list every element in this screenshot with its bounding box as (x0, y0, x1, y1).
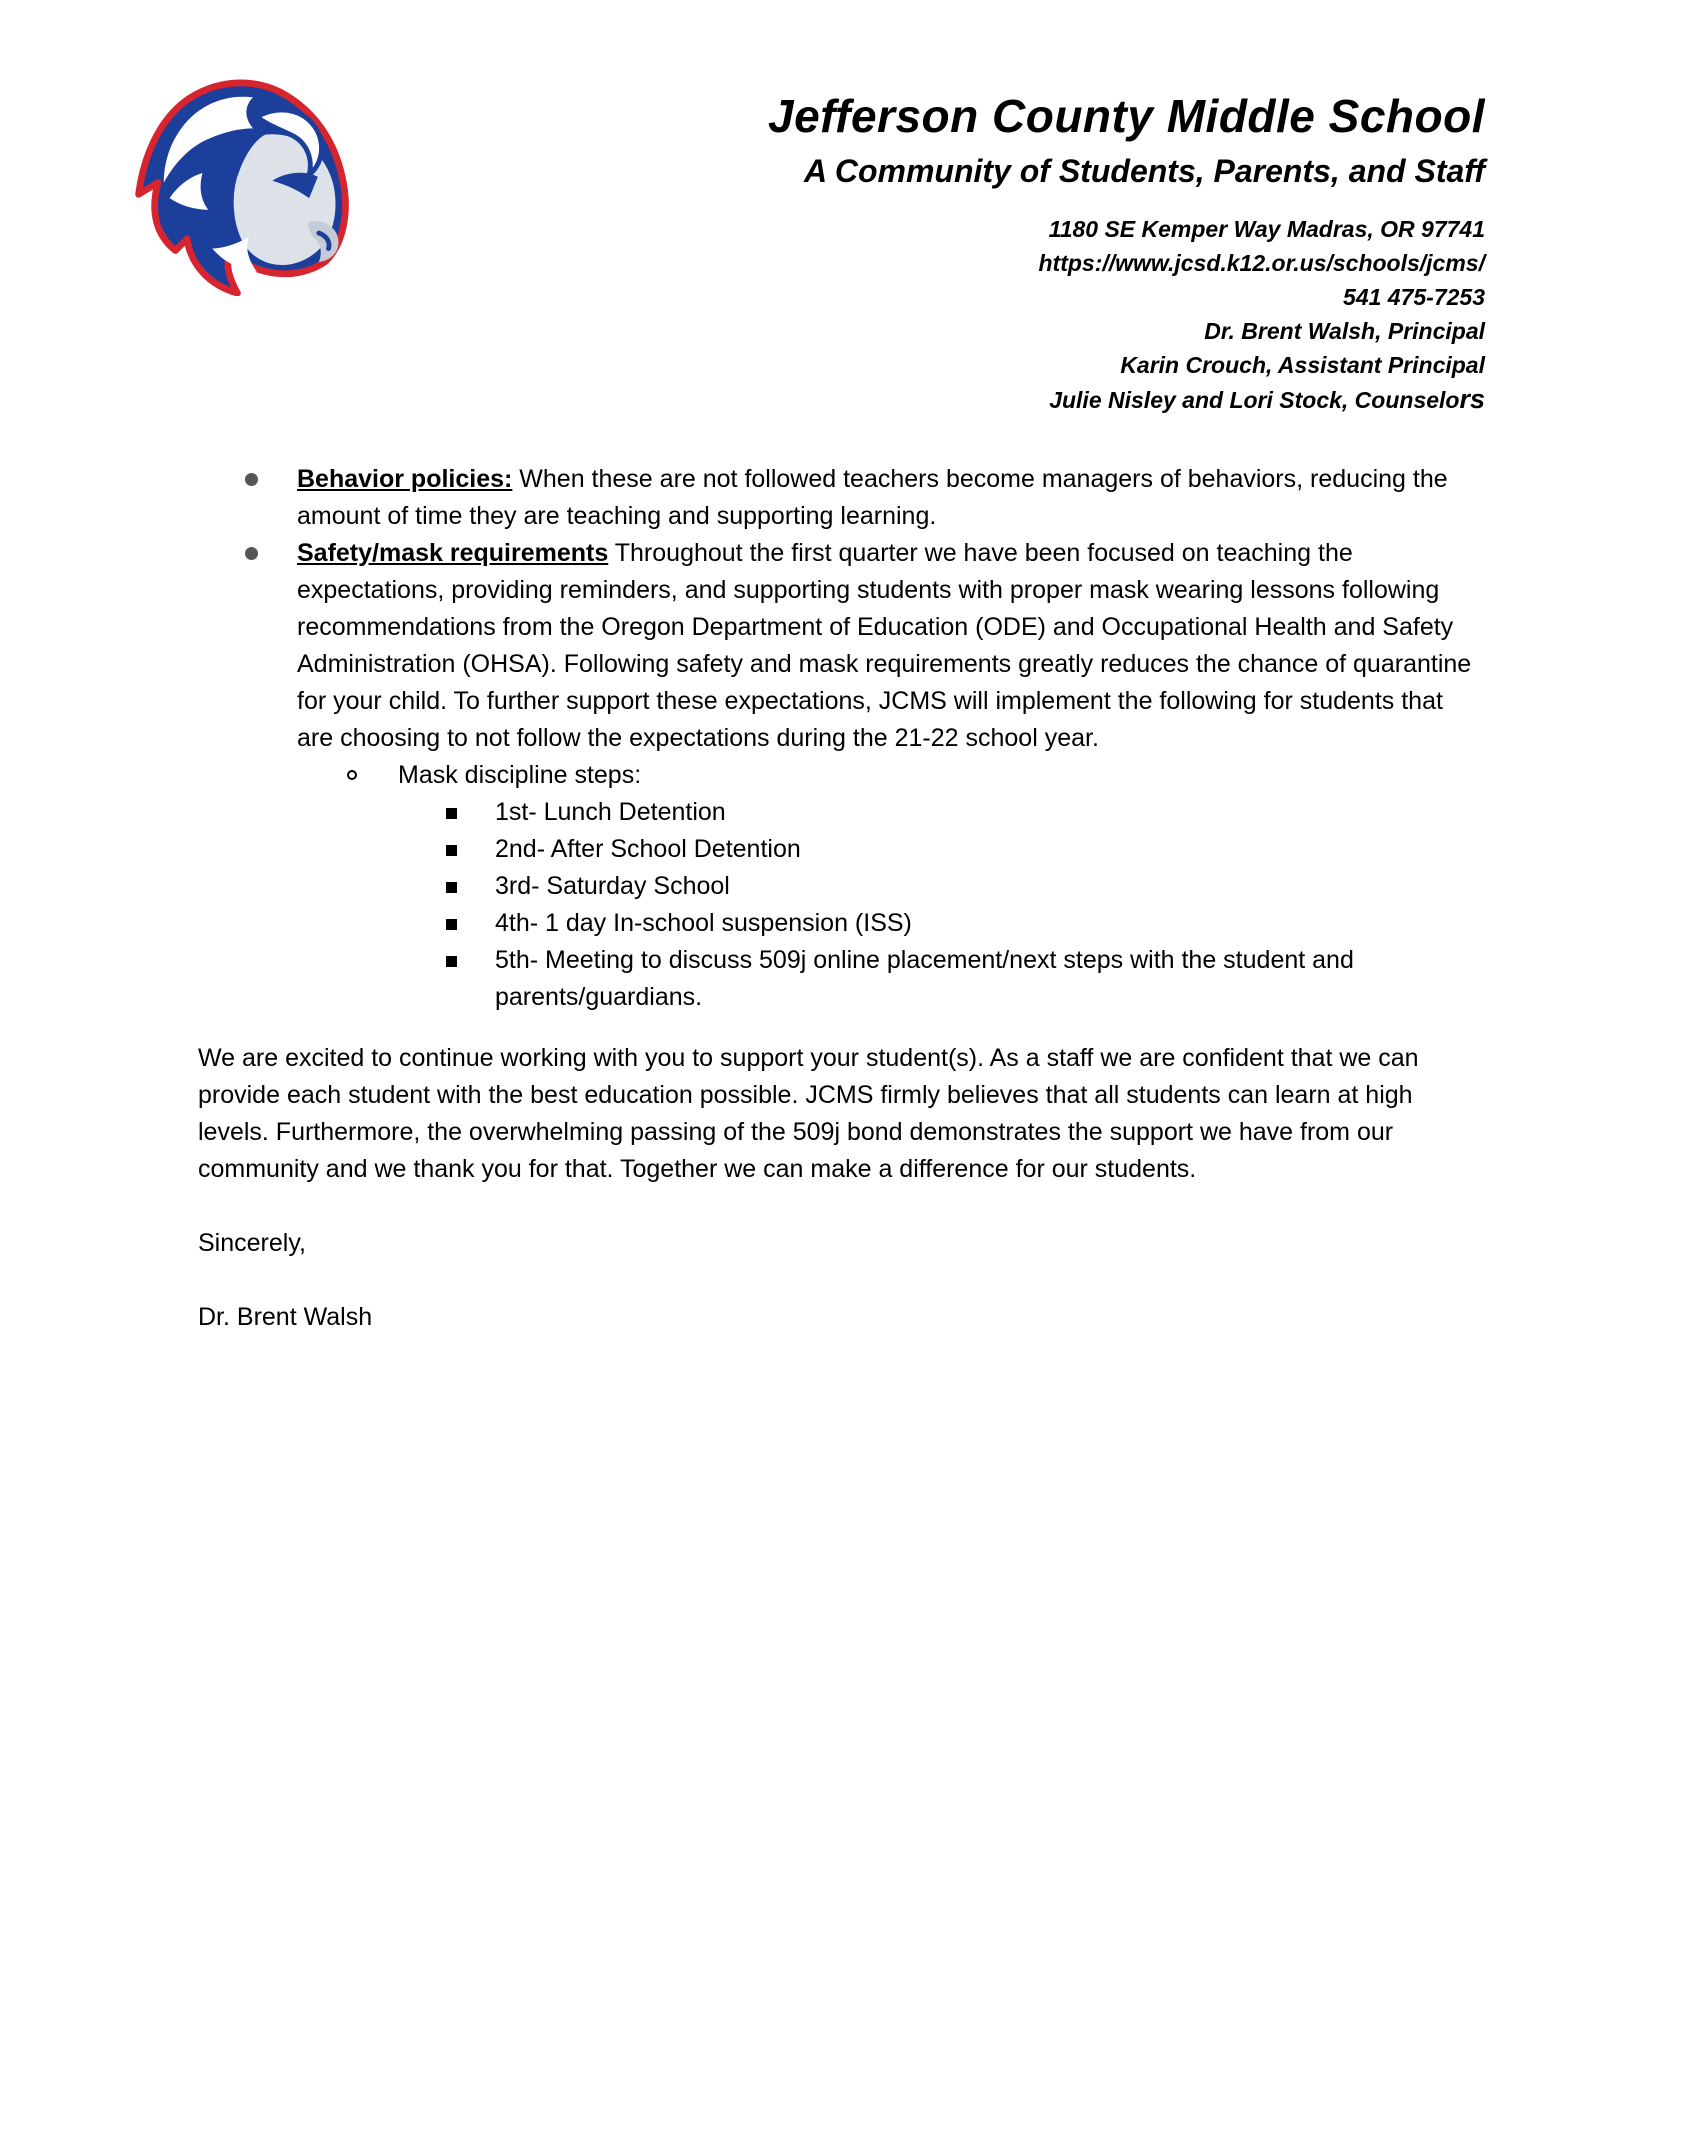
list-item-step-4 (198, 905, 1485, 942)
square-bullet-icon (446, 808, 457, 819)
principal-line: Dr. Brent Walsh, Principal (1204, 318, 1485, 344)
hollow-bullet-icon (347, 770, 357, 780)
list-item-step-2 (198, 831, 1485, 868)
address-line: 1180 SE Kemper Way Madras, OR 97741 (1048, 216, 1485, 242)
bison-icon (118, 78, 353, 296)
list-item-text (297, 535, 1485, 757)
contact-block (350, 212, 1485, 417)
list-item-text (297, 461, 1485, 535)
letterhead-text (350, 0, 1485, 417)
school-motto: A Community of Students, Parents, and Staff (804, 153, 1485, 189)
list-item-text: 2nd- After School Detention (495, 835, 801, 863)
bullet-list (198, 461, 1485, 1016)
list-item-safety-mask (198, 535, 1485, 757)
letter-body (0, 461, 1683, 1336)
school-mascot-logo (118, 78, 353, 296)
counselors-text: Julie Nisley and Lori Stock, Counselo (1049, 387, 1460, 413)
list-item-text: 3rd- Saturday School (495, 872, 730, 900)
list-item-text: Mask discipline steps: (398, 761, 642, 789)
letterhead (0, 0, 1683, 455)
list-item-step-3 (198, 868, 1485, 905)
list-item-text: 4th- 1 day In-school suspension (ISS) (495, 909, 912, 937)
school-name-title: Jefferson County Middle School (768, 90, 1485, 142)
counselors-line (350, 382, 1485, 417)
list-item-text: 5th- Meeting to discuss 509j online placement/next steps with the student and parents/guardians. (495, 946, 1354, 1011)
list-item-mask-discipline (198, 757, 1485, 794)
assistant-principal-line: Karin Crouch, Assistant Principal (1120, 352, 1485, 378)
square-bullet-icon (446, 845, 457, 856)
behavior-policies-label: Behavior policies: (297, 465, 513, 493)
signoff-text: Sincerely, (198, 1229, 306, 1257)
list-item-step-5 (198, 942, 1485, 1016)
square-bullet-icon (446, 882, 457, 893)
counselors-text-suffix: rs (1459, 384, 1485, 414)
phone-line: 541 475-7253 (1343, 284, 1485, 310)
safety-mask-label: Safety/mask requirements (297, 539, 609, 567)
list-item-text: 1st- Lunch Detention (495, 798, 726, 826)
square-bullet-icon (446, 919, 457, 930)
list-item-step-1 (198, 794, 1485, 831)
bullet-icon (245, 547, 258, 560)
closing-paragraph: We are excited to continue working with you to support your student(s). As a staff we are confident that we can provide each student with the best education possible. JCMS firmly believes that all students can learn at high levels. Furthermore, the overwhelming passing of the 509j bond demonstrates the support we have from our community and we thank you for that. Together we can make a difference for our students. (198, 1044, 1419, 1183)
square-bullet-icon (446, 956, 457, 967)
bullet-icon (245, 473, 258, 486)
behavior-policies-body: When these are not followed teachers become managers of behaviors, reducing the amount of time they are teaching and supporting learning. (297, 465, 1448, 530)
list-item-behavior-policies (198, 461, 1485, 535)
signature-name: Dr. Brent Walsh (198, 1303, 373, 1331)
safety-mask-body: Throughout the first quarter we have been focused on teaching the expectations, providing reminders, and supporting students with proper mask wearing lessons following recommendations from the Oregon Department of Education (ODE) and Occupational Health and Safety Administration (OHSA). Following safety and mask requirements greatly reduces the chance of quarantine for your child. To further support these expectations, JCMS will implement the following for students that are choosing to not follow the expectations during the 21-22 school year. (297, 539, 1472, 752)
website-line: https://www.jcsd.k12.or.us/schools/jcms/ (1038, 250, 1485, 276)
